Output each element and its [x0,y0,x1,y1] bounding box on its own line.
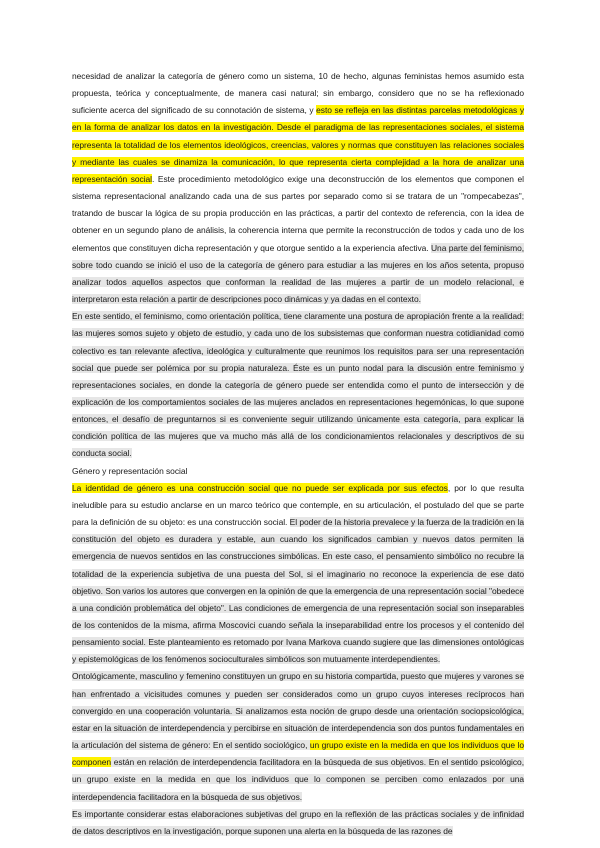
paragraph-1 [72,68,524,308]
text-segment: Género y representación social [72,465,188,476]
highlighted-text: un grupo existe en la medida en que los individuos que lo componen [72,740,524,768]
document-body [72,68,524,840]
paragraph-2 [72,308,524,462]
shaded-text: Es importante considerar estas elaboraciones subjetivas del grupo en la reflexión de las prácticas sociales y de infinidad de datos descriptivos en la investigación, porque suponen una alerta en la búsqueda de las razones de [72,808,524,836]
highlighted-text: esto se refleja en las distintas parcelas metodológicas y en la forma de analizar los datos en la investigación. Desde el paradigma de las representaciones sociales, el sistema representa la totalidad de los elementos ideológicos, creencias, valores y normas que constituyen las relaciones sociales y mediante las cuales se dinamiza la comunicación, lo que representa cierta complejidad a la hora de analizar una representación social [72,105,524,184]
paragraph-4 [72,668,524,805]
paragraph-5 [72,806,524,840]
text-segment: necesidad de analizar la categoría de género como un sistema, 10 de hecho, algunas feministas hemos asumido esta propuesta, teórica y conceptualmente, de manera casi natural; sin embargo, considero que no se ha reflexionado suficiente acerca del significado de su connotación de sistema, y [72,71,524,116]
highlighted-text: La identidad de género es una construcción social que no puede ser explicada por sus efectos [72,482,448,493]
text-segment: . Este procedimiento metodológico exige una deconstrucción de los elementos que componen el sistema representacional analizando cada una de sus partes por separado como si se tratara de un "rompecabezas", tratando de buscar la lógica de su propia producción en las prácticas, a partir del contexto de referencia, con la idea de obtener en un segundo plano de análisis, la coherencia interna que permite la reconstrucción de todos y cada uno de los elementos que constituyen dicha representación y que otorgue sentido a la experiencia afectiva. [72,173,524,253]
shaded-text: Una parte del feminismo, sobre todo cuando se inició el uso de la categoría de género para estudiar a las mujeres en los años setenta, propuso analizar todos aquellos aspectos que conforman la realidad de las mujeres a partir de un modelo relacional, e interpretaron esta relación a partir de descripciones poco dinámicas y ya dadas en el contexto. [72,242,525,305]
shaded-text: Ontológicamente, masculino y femenino constituyen un grupo en su historia compartida, puesto que mujeres y varones se han enfrentado a vicisitudes comunes y pueden ser considerados como un grupo cuyos intereses recíprocos han convergido en una cooperación voluntaria. Si analizamos esta noción de grupo desde una orientación sociopsicológica, estar en la situación de interdependencia y percibirse en situación de interdependencia son dos puntos fundamentales en la articulación del sistema de género: En el sentido sociológico, [72,671,524,751]
paragraph-3 [72,480,524,669]
shaded-text: están en relación de interdependencia facilitadora en la búsqueda de sus objetivos. En el sentido psicológico, un grupo existe en la medida en que los individuos que lo componen se perciben como enlazados por una interdependencia facilitadora en la búsqueda de sus objetivos. [72,757,524,802]
section-heading [72,463,524,480]
text-segment: , por lo que resulta ineludible para su estudio anclarse en un marco teórico que contemple, en su articulación, el postulado del que se parte para la definición de su objeto: es una construcción social. [72,482,524,528]
shaded-text: El poder de la historia prevalece y la fuerza de la tradición en la constitución del objeto es duradera y estable, aun cuando los significados cambian y nuevos datos permiten la emergencia de nuevos sentidos en las construcciones simbólicas. En este caso, el pensamiento simbólico no recubre la totalidad de la experiencia subjetiva de una puesta del Sol, si el imaginario no reconoce la experiencia de ese dato objetivo. Son varios los autores que convergen en la opinión de que la emergencia de una representación social "obedece a una condición problemática del objeto". Las condiciones de emergencia de una representación social son inseparables de los contenidos de la misma, afirma Moscovici cuando señala la inseparabilidad entre los procesos y el contenido del pensamiento social. Este planteamiento es retomado por Ivana Markova cuando sugiere que las dimensiones ontológicas y epistemológicas de los fenómenos socioculturales simbólicos son mutuamente interdependientes. [72,517,524,665]
shaded-text: En este sentido, el feminismo, como orientación política, tiene claramente una postura de apropiación frente a la realidad: las mujeres somos sujeto y objeto de estudio, y cada uno de los subsistemas que conforman nuestra cotidianidad como colectivo es tan relevante afectiva, ideológica y culturalmente que reunimos los requisitos para ser una representación social que puede ser polémica por su propia naturaleza. Éste es un punto nodal para la discusión entre feminismo y representaciones sociales, en donde la categoría de género puede ser entendida como el punto de intersección y de explicación de los comportamientos sociales de las mujeres anclados en representaciones hegemónicas, lo que supone entonces, el desafío de preguntarnos si es conveniente seguir utilizando únicamente esta categoría, para explicar la condición política de las mujeres que va mucho más allá de los condicionamientos relacionales y descriptivos de su conducta social. [72,311,524,459]
